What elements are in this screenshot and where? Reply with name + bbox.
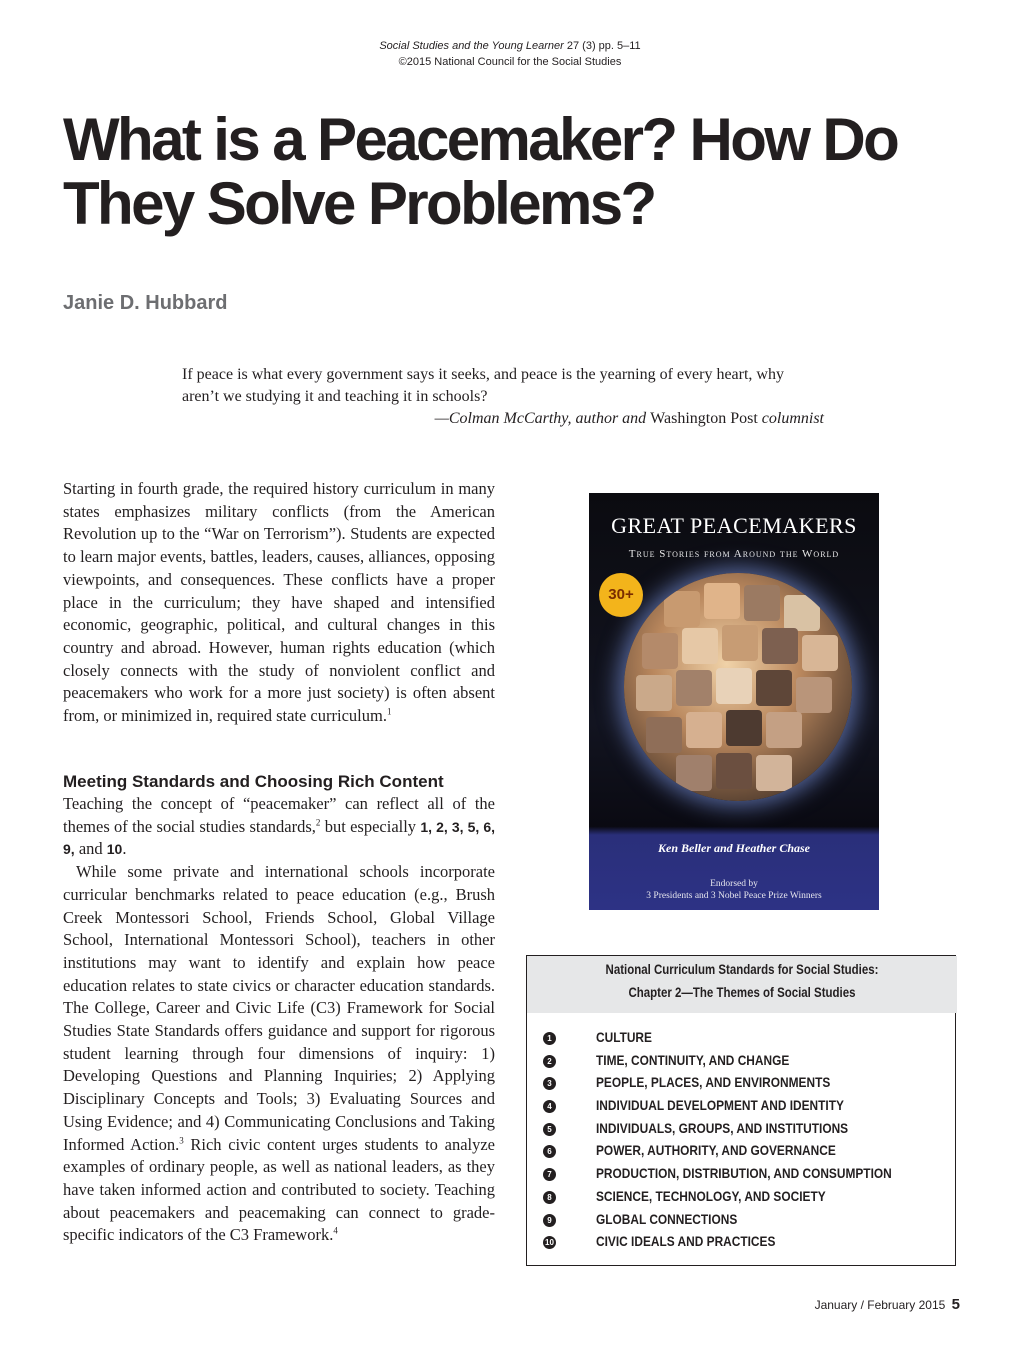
standards-paragraph	[63, 793, 495, 861]
portrait-tile	[722, 625, 758, 661]
portrait-tile	[686, 712, 722, 748]
theme-label: PRODUCTION, DISTRIBUTION, AND CONSUMPTION	[596, 1165, 892, 1182]
theme-label: CIVIC IDEALS AND PRACTICES	[596, 1233, 776, 1250]
theme-number-icon: 4	[543, 1100, 556, 1113]
c3-text-b: Rich civic content urges students to analyze examples of ordinary people, as well as national leaders, as they have taken informed action and contributed to society. Teaching about peacemakers and peacemaking can connect to grade-specific indicators of the C3 Framework.	[63, 1134, 495, 1245]
portrait-tile	[676, 670, 712, 706]
book-cover-title: GREAT PEACEMAKERS	[611, 513, 857, 538]
standards-text-c: and	[74, 839, 107, 859]
issue-date: January / February 2015	[814, 1298, 946, 1312]
attribution-author: —Colman McCarthy, author and	[434, 410, 651, 427]
book-cover-authors: Ken Beller and Heather Chase	[657, 841, 810, 855]
footnote-ref-2: 2	[315, 817, 321, 828]
intro-paragraph	[63, 478, 495, 728]
theme-label: CULTURE	[596, 1029, 652, 1045]
theme-number-icon: 6	[543, 1145, 556, 1158]
theme-label: INDIVIDUALS, GROUPS, AND INSTITUTIONS	[596, 1119, 849, 1136]
standards-section	[63, 771, 495, 1247]
portrait-tile	[756, 670, 792, 706]
portrait-globe	[624, 573, 852, 801]
portrait-tile	[676, 755, 712, 791]
theme-number-icon: 10	[543, 1236, 556, 1249]
epigraph	[182, 364, 824, 430]
intro-text: Starting in fourth grade, the required history curriculum in many states emphasizes military conflicts (from the American Revolution up to the “War on Terrorism”). Students are expected to learn major events, battles, leaders, causes, alliances, opposing viewpoints, and consequences. These conflicts have a proper place in the curriculum; they have shaped and intensified economic, geographic, political, and cultural changes in this country and abroad. However, human rights education (which closely connects with the study of nonviolent conflict and peacemakers who work for a more just society) is often absent from, or minimized in, required state curriculum.	[63, 479, 495, 726]
sidebar-box-heading-2: Chapter 2—The Themes of Social Studies	[628, 985, 856, 1000]
portrait-tile	[642, 633, 678, 669]
intro-column	[63, 478, 495, 728]
theme-number-icon: 7	[543, 1168, 556, 1181]
footnote-ref-4: 4	[333, 1225, 338, 1236]
journal-citation	[0, 38, 1020, 70]
book-cover-badge: 30+	[599, 573, 643, 617]
article-author: Janie D. Hubbard	[63, 292, 228, 314]
portrait-tile	[766, 712, 802, 748]
portrait-tile	[682, 628, 718, 664]
portrait-tile	[802, 635, 838, 671]
attribution-role: columnist	[757, 410, 824, 427]
theme-number-icon: 9	[543, 1214, 556, 1227]
journal-name: Social Studies and the Young Learner	[379, 40, 564, 52]
portrait-tile	[796, 677, 832, 713]
theme-label: TIME, CONTINUITY, AND CHANGE	[596, 1051, 790, 1068]
c3-paragraph	[63, 861, 495, 1247]
theme-number-icon: 8	[543, 1191, 556, 1204]
theme-label: GLOBAL CONNECTIONS	[596, 1210, 738, 1227]
portrait-tile	[762, 628, 798, 664]
portrait-tile	[726, 710, 762, 746]
copyright-line: ©2015 National Council for the Social Studies	[398, 56, 622, 68]
theme-label: PEOPLE, PLACES, AND ENVIRONMENTS	[596, 1074, 831, 1091]
theme-number-icon: 2	[543, 1055, 556, 1068]
theme-label: POWER, AUTHORITY, AND GOVERNANCE	[596, 1142, 836, 1159]
c3-text-a: While some private and international schools incorporate curricular benchmarks related to peace education (e.g., Brush Creek Montessori School, Friends School, Global Village School, International Montessori School), teachers in other institutions may want to identify and explain how peace education relates to state civics or character education standards. The College, Career and Civic Life (C3) Framework for Social Studies State Standards offers guidance and support for rigorous student learning through four dimensions of inquiry: 1) Developing Questions and Planning Inquiries; 2) Applying Disciplinary Concepts and Tools; 3) Evaluating Sources and Using Evidence; and 4) Communicating Conclusions and Taking Informed Action.	[63, 862, 495, 1154]
endorsement-line-2: 3 Presidents and 3 Nobel Peace Prize Winners	[646, 891, 822, 901]
theme-number-icon: 3	[543, 1077, 556, 1090]
journal-line	[0, 38, 1020, 54]
epigraph-attribution	[182, 408, 824, 430]
endorsement-line-1: Endorsed by	[710, 879, 758, 889]
book-cover-subtitle: True Stories from Around the World	[628, 548, 840, 560]
page-footer	[815, 1296, 960, 1313]
theme-label: INDIVIDUAL DEVELOPMENT AND IDENTITY	[596, 1097, 844, 1114]
portrait-tile	[716, 668, 752, 704]
theme-numbers: 1, 2, 3, 5, 6, 9,	[63, 818, 495, 858]
theme-number-icon: 1	[543, 1032, 556, 1045]
standards-text-b: but especially	[320, 816, 421, 836]
portrait-tile	[784, 595, 820, 631]
theme-label: SCIENCE, TECHNOLOGY, AND SOCIETY	[596, 1187, 826, 1204]
article-title: What is a Peacemaker? How Do They Solve Problems?	[63, 106, 898, 237]
attribution-publication: Washington Post	[650, 410, 758, 427]
book-cover-image	[589, 493, 879, 910]
page-number: 5	[951, 1296, 960, 1313]
portrait-tile	[744, 585, 780, 621]
book-cover-endorsement	[589, 878, 879, 902]
standards-sidebar-box	[526, 955, 956, 1266]
portrait-tile	[636, 675, 672, 711]
sidebar-box-heading-1: National Curriculum Standards for Social Studies:	[605, 962, 879, 977]
portrait-tile	[664, 591, 700, 627]
theme-number-10: 10	[106, 841, 123, 858]
section-heading: Meeting Standards and Choosing Rich Content	[63, 772, 444, 791]
footnote-ref-1: 1	[386, 706, 392, 717]
portrait-tile	[716, 753, 752, 789]
standards-text-d: .	[122, 839, 127, 859]
portrait-tile	[756, 755, 792, 791]
journal-volume: 27 (3) pp. 5–11	[563, 40, 641, 52]
standards-text-a: Teaching the concept of “peacemaker” can reflect all of the themes of the social studies standards,	[63, 794, 495, 836]
epigraph-text: If peace is what every government says it seeks, and peace is the yearning of every heart, why aren’t we studying it and teaching it in schools?	[182, 366, 784, 405]
footnote-ref-3: 3	[179, 1135, 184, 1146]
theme-number-icon: 5	[543, 1123, 556, 1136]
portrait-tile	[646, 717, 682, 753]
portrait-tile	[704, 583, 740, 619]
